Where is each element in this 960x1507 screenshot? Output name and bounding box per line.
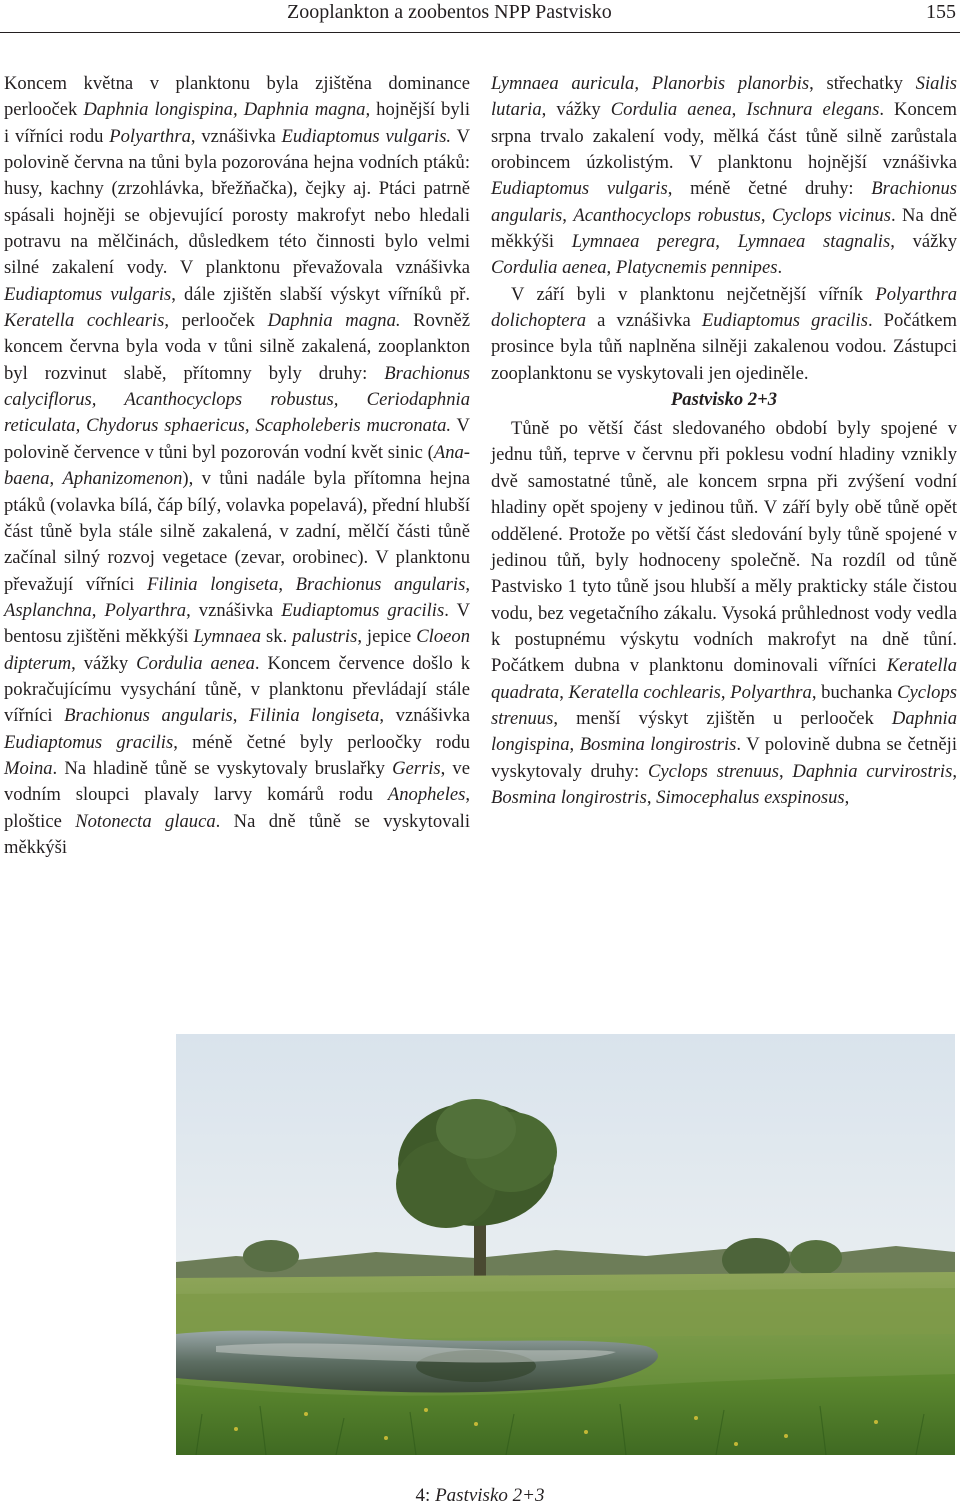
text-run: . V polovině dubna se četněji vyskytovaly druhy: xyxy=(491,734,958,782)
text-run: ), v tůni nadále byla přítomna hejna ptáků (volavka bílá, čáp bílý, volavka popelavá), přední hlubší část tůně byla stále silně zakalená, v zadní, mělčí části tůně začínal silný rozvoj vegetace (zevar, orobinec). V planktonu převažují vířníci xyxy=(4,468,470,595)
species-name: Lymnaea xyxy=(193,626,262,648)
species-name: Filinia longiseta xyxy=(146,573,279,595)
species-name: Eudiaptomus gracilis xyxy=(701,310,868,332)
text-run: . Na dně měkkýši xyxy=(491,204,957,253)
species-name: Asplanchna xyxy=(4,599,92,621)
figure-caption xyxy=(0,1485,960,1507)
caption-text: Pastvisko 2+3 xyxy=(435,1485,545,1506)
left-paragraph xyxy=(4,71,470,861)
running-title: Zooplankton a zoobentos NPP Pastvisko xyxy=(287,1,612,23)
text-run: . Koncem srpna trvalo zakalení vody, mělká část tůně silně zarůstala orobincem úzkolistým. V planktonu hojnější vznášivka xyxy=(491,99,958,174)
text-run: Tůně po větší část sledovaného období byly spojené v jednu tůň, teprve v červnu při poklesu vodní hladiny vznikly dvě samostatné tůně, ale koncem srpna při zvýšení vodní hladiny opět spojeny v jedinou tůň. V září byly obě tůně opět oddělené. Protože po větší část sledování byly tůně spojené v jedinou tůň, byly hodnoceny společně. Na rozdíl od tůně Pastvisko 1 tyto tůně jsou hlubší a měly prakticky stále čistou vodu, bez vegetačního zákalu. Vysoká průhlednost vody vedla k postupnému výskytu vodních makrofyt na dně tůní. Počátkem dubna v planktonu dominovali vířníci xyxy=(491,418,957,677)
species-name: Eudiaptomus gracilis xyxy=(281,599,445,621)
text-run: , xyxy=(49,468,63,490)
right-paragraph-1 xyxy=(491,71,957,282)
species-name: Cordulia aenea xyxy=(491,257,607,279)
text-run: V polovině června na tůni byla pozorována hejna vodních ptáků: husy, kachny (zrzohlávka, břežňačka), čejky aj. Ptáci patrně spásali hojněji se objevující porosty makrofyt nebo hledali potravu na mělčinách, důsledkem této činnosti bylo velmi silné zakalení vody. V planktonu převažovala vznášivka xyxy=(4,125,471,279)
text-run: , xyxy=(731,99,747,121)
species-name: Lymnaea peregra xyxy=(571,231,716,253)
species-name: Cordulia aenea xyxy=(610,99,732,121)
text-run: sk. xyxy=(261,626,293,648)
text-run: , xyxy=(232,705,250,727)
text-run: , vznášivka xyxy=(190,125,282,147)
text-run: V polovině července v tůni byl pozorován vodní květ sinic ( xyxy=(4,415,470,463)
text-run: , xyxy=(646,786,657,808)
header-rule xyxy=(0,32,960,33)
species-name: Cyclops vicinus xyxy=(771,204,891,226)
running-header xyxy=(0,0,960,34)
species-name: Ischnura elegans xyxy=(746,99,880,121)
text-run: Rovněž koncem června byla voda v tůni silně zakalená, zooplankton byl rozvinut slabě, přítomny byly druhy: xyxy=(4,310,470,384)
species-name: Simocephalus exspinosus xyxy=(656,786,845,808)
text-run: , jepice xyxy=(357,626,417,648)
species-name: Acanthocyclops robustus xyxy=(573,204,761,226)
species-name: Bosmina longirostris xyxy=(579,734,737,756)
text-run: , xyxy=(559,681,569,703)
species-name: Cloeon dipterum xyxy=(4,626,470,674)
species-name: Anabaena xyxy=(4,441,470,490)
text-run: , xyxy=(760,204,772,226)
text-run: , xyxy=(952,760,957,782)
species-name: Brachionus angularis xyxy=(491,178,957,226)
text-run: . V bentosu zjištěni měkkýši xyxy=(4,599,470,648)
text-run: , xyxy=(91,599,105,621)
species-name: Eudiaptomus vulgaris xyxy=(4,283,172,305)
right-paragraph-2 xyxy=(491,282,957,387)
species-name: Daphnia curvirostris xyxy=(792,760,953,782)
species-name: Filinia longiseta xyxy=(249,705,380,727)
section-heading: Pastvisko 2+3 xyxy=(670,389,778,411)
text-run: , ploštice xyxy=(4,784,470,832)
species-name: Gerris xyxy=(392,757,441,779)
species-name: Bosmina longirostris xyxy=(491,786,647,808)
caption-number: 4: xyxy=(415,1485,431,1506)
text-run: , ve vodním sloupci plavaly larvy komárů rodu xyxy=(4,757,470,806)
text-run: , méně četné byly perloočky rodu xyxy=(173,731,470,753)
text-run: V září byli v planktonu nejčetnější vířník xyxy=(511,283,876,305)
text-run: , střechatky xyxy=(809,73,916,94)
text-run: , vznášivka xyxy=(379,705,470,727)
text-run: . Koncem července došlo k pokračujícímu vysychání tůně, v planktonu převládají stále vířníci xyxy=(4,652,471,727)
species-name: Cyclops strenuus xyxy=(491,681,957,729)
text-run: , vznášivka xyxy=(186,599,282,621)
species-name: Eudiaptomus vulgaris. xyxy=(281,125,452,147)
species-name: Polyarthra xyxy=(104,599,187,621)
text-run: , xyxy=(606,257,616,279)
text-run: , perlooček xyxy=(164,310,268,332)
text-run: , méně četné druhy: xyxy=(667,178,872,200)
species-name: Keratella quadrata xyxy=(491,655,957,703)
text-run: , xyxy=(715,231,738,253)
text-run: , xyxy=(778,760,793,782)
species-name: Keratella cochlearis xyxy=(568,681,721,703)
species-name: Lymnaea stagnalis xyxy=(737,231,891,253)
text-run: . Počátkem prosince byla tůň naplněna silněji zakalenou vodou. Zástupci zooplanktonu se vyskytovali jen ojediněle. xyxy=(491,310,957,384)
page-number: 155 xyxy=(926,1,956,23)
left-column xyxy=(4,71,470,861)
species-name: Polyarthra xyxy=(109,125,191,147)
species-name: Notonecta glauca xyxy=(75,810,216,832)
species-name: Eudiaptomus vulgaris xyxy=(491,178,668,200)
species-name: Aphanizomenon xyxy=(62,468,183,490)
text-run: . Na hladině tůně se vyskytovaly bruslařky xyxy=(52,757,393,779)
text-run: Koncem května v planktonu byla zjištěna dominance perlooček xyxy=(4,73,470,121)
text-run: , dále zjištěn slabší výskyt vířníků př. xyxy=(171,283,471,305)
species-name: palustris xyxy=(292,626,358,648)
text-run: , vážky xyxy=(541,99,611,121)
species-name: Brachionus angularis xyxy=(64,705,233,727)
text-run: , vážky xyxy=(71,652,137,674)
species-name: Platycnemis pennipes xyxy=(615,257,778,279)
species-name: Daphnia magna. xyxy=(267,310,401,332)
text-run: , vážky xyxy=(890,231,957,253)
species-name: Keratella cochlearis xyxy=(4,310,165,332)
species-name: Polyarthra xyxy=(730,681,812,703)
species-name: Sialis lutaria xyxy=(491,73,957,121)
text-run: . xyxy=(777,257,783,279)
text-run: , xyxy=(720,681,731,703)
text-run: , xyxy=(465,573,470,595)
species-name: Cordulia aenea xyxy=(136,652,255,674)
text-run: , xyxy=(844,786,850,808)
text-run: , buchanka xyxy=(811,681,898,703)
species-name: Anopheles xyxy=(387,784,466,806)
species-name: Brachionus calyciflorus, Acanthocyclops robustus, Ceriodaphnia reticulata, Chydorus sphaericus, Scapholeberis mucronata. xyxy=(4,362,470,437)
species-name: Brachionus angularis xyxy=(295,573,466,595)
text-run: , menší výskyt zjištěn u perlooček xyxy=(553,707,892,729)
text-run: , xyxy=(278,573,296,595)
species-name: Daphnia longispina, Daphnia magna, xyxy=(83,99,371,121)
species-name: Lymnaea auricula, Planorbis planorbis xyxy=(491,73,810,94)
text-run: , xyxy=(562,204,574,226)
species-name: Eudiaptomus gracilis xyxy=(4,731,174,753)
right-paragraph-3 xyxy=(491,416,957,811)
landscape-photo xyxy=(176,1034,955,1455)
text-run: , xyxy=(569,734,580,756)
text-run: . Na dně tůně se vyskytovali měkkýši xyxy=(4,810,470,858)
text-run: a vznášivka xyxy=(586,310,702,332)
species-name: Moina xyxy=(4,757,53,779)
species-name: Polyarthra dolichoptera xyxy=(491,283,957,332)
right-column xyxy=(491,71,957,811)
text-run: hojnější byli i vířníci rodu xyxy=(4,99,470,147)
species-name: Cyclops strenuus xyxy=(647,760,779,782)
species-name: Daphnia longispina xyxy=(491,707,957,756)
